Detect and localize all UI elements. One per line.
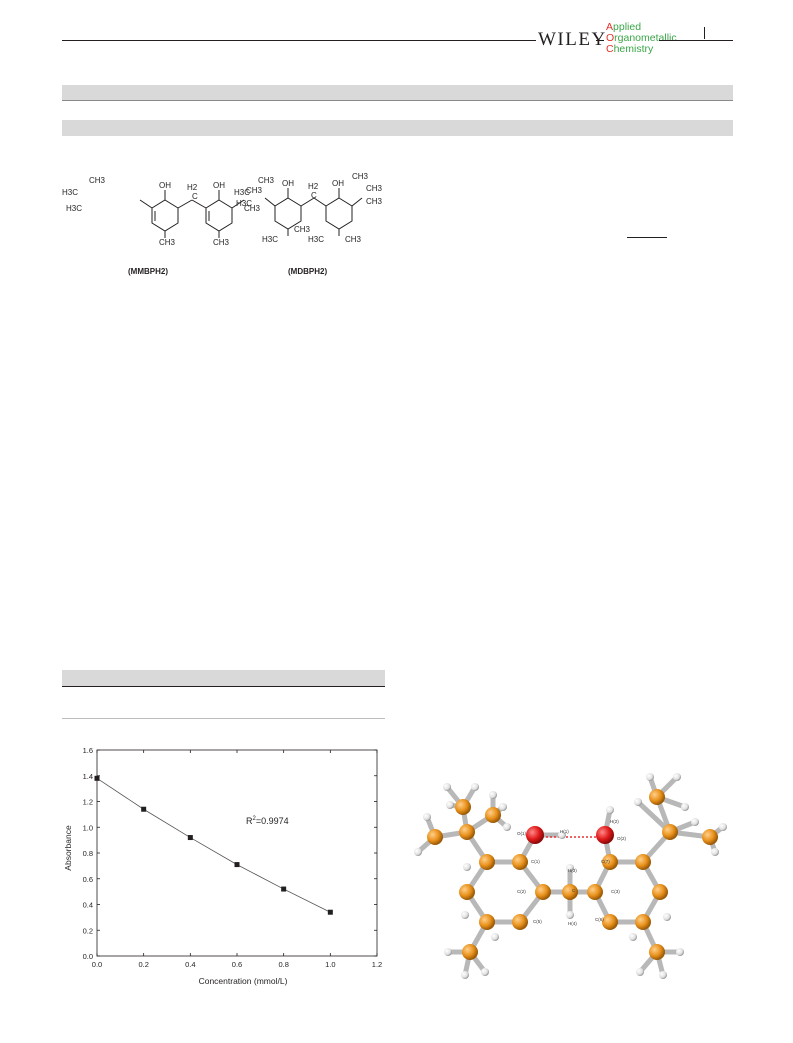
group-label: H3C: [234, 188, 251, 197]
hydrogen-atom: [659, 971, 667, 979]
annotation-rest: =0.9974: [255, 816, 289, 826]
journal-line-1-rest: pplied: [613, 21, 642, 33]
journal-logo: [606, 22, 677, 55]
hydrogen-atom: [566, 911, 574, 919]
divider: [62, 718, 385, 719]
logo-dash-2: [659, 40, 689, 41]
oxygen-atom: [596, 826, 614, 844]
y-tick-label: 0.6: [82, 874, 93, 884]
group-label: H3C: [308, 235, 325, 244]
carbon-atom: [427, 829, 443, 845]
page-number-tick: [704, 27, 705, 39]
carbon-atom: [587, 884, 603, 900]
group-label: OH: [282, 179, 294, 188]
section-band: [62, 85, 733, 101]
header-rule-right: [689, 40, 733, 41]
atom-label: O(2): [617, 836, 626, 841]
fit-line: [97, 778, 330, 912]
divider: [627, 237, 667, 238]
carbon-atom: [649, 789, 665, 805]
carbon-atom: [702, 829, 718, 845]
journal-line-2-rest: rganometallic: [614, 32, 677, 44]
journal-line-2: Organometallic: [606, 32, 677, 44]
carbon-atom: [512, 854, 528, 870]
y-tick-label: 0.8: [82, 849, 93, 858]
y-tick-labels: [83, 746, 93, 961]
journal-line-3-rest: hemistry: [613, 43, 654, 55]
atom-label: O(1): [517, 831, 526, 836]
carbon-atom: [562, 884, 578, 900]
group-label: CH3: [352, 172, 369, 181]
group-label: H3C: [66, 204, 83, 213]
calibration-chart: [55, 740, 390, 990]
carbon-atom: [512, 914, 528, 930]
atom-label: C(3): [611, 889, 620, 894]
hydrogen-atom: [461, 971, 469, 979]
hydrogen-atom: [499, 803, 507, 811]
atom-label: C: [572, 888, 576, 893]
hydrogen-atom: [719, 823, 727, 831]
hydrogen-atom: [646, 773, 654, 781]
publisher-logo: WILEY: [538, 29, 607, 50]
atom-label: C(6): [595, 917, 604, 922]
group-label: H2: [187, 183, 198, 192]
group-label: CH3: [294, 225, 311, 234]
hydrogen-atom: [711, 848, 719, 856]
hydrogen-atom: [489, 791, 497, 799]
carbon-atom: [455, 799, 471, 815]
y-tick-label: 1.0: [82, 823, 93, 833]
group-label: CH3: [244, 204, 261, 213]
y-tick-label: 0.2: [82, 926, 93, 936]
atom-label: C(2): [517, 889, 526, 894]
hydrogen-atom: [444, 948, 452, 956]
section-band: [62, 670, 385, 687]
group-label: CH3: [258, 176, 275, 185]
x-tick-label: 0.8: [278, 960, 289, 969]
atom-label: H(1): [560, 829, 569, 834]
x-tick-label: 0.6: [231, 960, 243, 969]
chemical-structures: [60, 170, 400, 280]
hydrogen-atom: [461, 911, 469, 919]
hydrogen-atom: [471, 783, 479, 791]
y-axis-label: Absorbance: [63, 825, 73, 871]
carbon-atom: [485, 807, 501, 823]
journal-line-1: Applied: [606, 21, 642, 33]
x-tick-label: 1.2: [371, 960, 383, 969]
group-label: H2: [308, 182, 319, 191]
structure-left-label: (MMBPH2): [128, 267, 168, 276]
carbon-atom: [479, 854, 495, 870]
hydrogen-atom: [636, 968, 644, 976]
carbon-atom: [635, 854, 651, 870]
hydrogen-atom: [673, 773, 681, 781]
chart-axes: [97, 750, 377, 956]
plot-frame: [97, 750, 377, 956]
data-points: [95, 776, 333, 915]
y-tick-label: 1.2: [82, 797, 93, 807]
hydrogen-atom: [446, 801, 454, 809]
group-label: OH: [332, 179, 344, 188]
group-label: CH3: [366, 184, 383, 193]
hydrogen-atom: [463, 863, 471, 871]
carbon-atom: [479, 914, 495, 930]
x-tick-label: 0.4: [185, 960, 196, 969]
x-tick-label: 0.2: [138, 960, 149, 969]
x-tick-label: 1.0: [325, 960, 336, 969]
carbon-atom: [459, 884, 475, 900]
group-label: C: [192, 192, 198, 201]
atom-label: C(1): [531, 859, 540, 864]
data-point: [95, 776, 100, 781]
header-rule: [62, 40, 536, 41]
hydrogen-atom: [629, 933, 637, 941]
group-label: CH3: [246, 186, 263, 195]
atom-label: H(2): [610, 819, 619, 824]
group-label: H3C: [62, 188, 79, 197]
carbon-atom: [662, 824, 678, 840]
y-tick-label: 1.4: [82, 771, 93, 781]
carbon-atom: [652, 884, 668, 900]
carbon-atom: [602, 914, 618, 930]
annotation-sup: 2: [252, 816, 256, 822]
hydrogen-atom: [443, 783, 451, 791]
hydrogen-atom: [423, 813, 431, 821]
y-tick-label: 0.0: [82, 952, 93, 961]
molecular-model: [405, 765, 735, 995]
oxygen-atom: [526, 826, 544, 844]
group-label: OH: [159, 181, 171, 190]
r-squared-annotation: [246, 816, 289, 826]
atom-label: C(5): [533, 919, 542, 924]
group-label: CH3: [213, 238, 230, 247]
atom-label: H(3): [568, 868, 577, 873]
group-label: CH3: [89, 176, 106, 185]
logo-dash: [596, 40, 604, 41]
hydrogen-atom: [491, 933, 499, 941]
y-tick-label: 1.6: [82, 746, 93, 755]
x-tick-labels: [92, 960, 382, 969]
journal-line-3: Chemistry: [606, 43, 654, 55]
group-label: H3C: [236, 199, 253, 208]
structure-right-label: (MDBPH2): [288, 267, 328, 276]
atom-label: C(7): [601, 859, 610, 864]
group-label: CH3: [366, 197, 383, 206]
x-axis-label: Concentration (mmol/L): [198, 976, 288, 986]
carbon-atom: [535, 884, 551, 900]
hydrogen-atom: [691, 818, 699, 826]
carbon-atom: [459, 824, 475, 840]
data-point: [328, 910, 333, 915]
group-label: CH3: [345, 235, 362, 244]
carbon-atom: [649, 944, 665, 960]
hydrogen-atom: [503, 823, 511, 831]
hydrogen-atom: [663, 913, 671, 921]
hydrogen-atom: [414, 848, 422, 856]
x-tick-label: 0.0: [91, 960, 103, 969]
group-label: C: [311, 191, 317, 200]
hydrogen-atom: [634, 798, 642, 806]
y-tick-label: 0.4: [82, 900, 93, 910]
section-band: [62, 120, 733, 136]
group-label: H3C: [262, 235, 279, 244]
group-label: CH3: [159, 238, 176, 247]
carbon-atom: [462, 944, 478, 960]
hydrogen-atom: [681, 803, 689, 811]
data-point: [281, 887, 286, 892]
data-point: [188, 835, 193, 840]
hydrogen-atom: [481, 968, 489, 976]
hydrogen-atom: [676, 948, 684, 956]
atom-label: H(4): [568, 921, 577, 926]
group-label: OH: [213, 181, 225, 190]
carbon-atom: [635, 914, 651, 930]
data-point: [235, 862, 240, 867]
data-point: [141, 807, 146, 812]
annotation-base: R: [246, 816, 253, 826]
hydrogen-atom: [606, 806, 614, 814]
